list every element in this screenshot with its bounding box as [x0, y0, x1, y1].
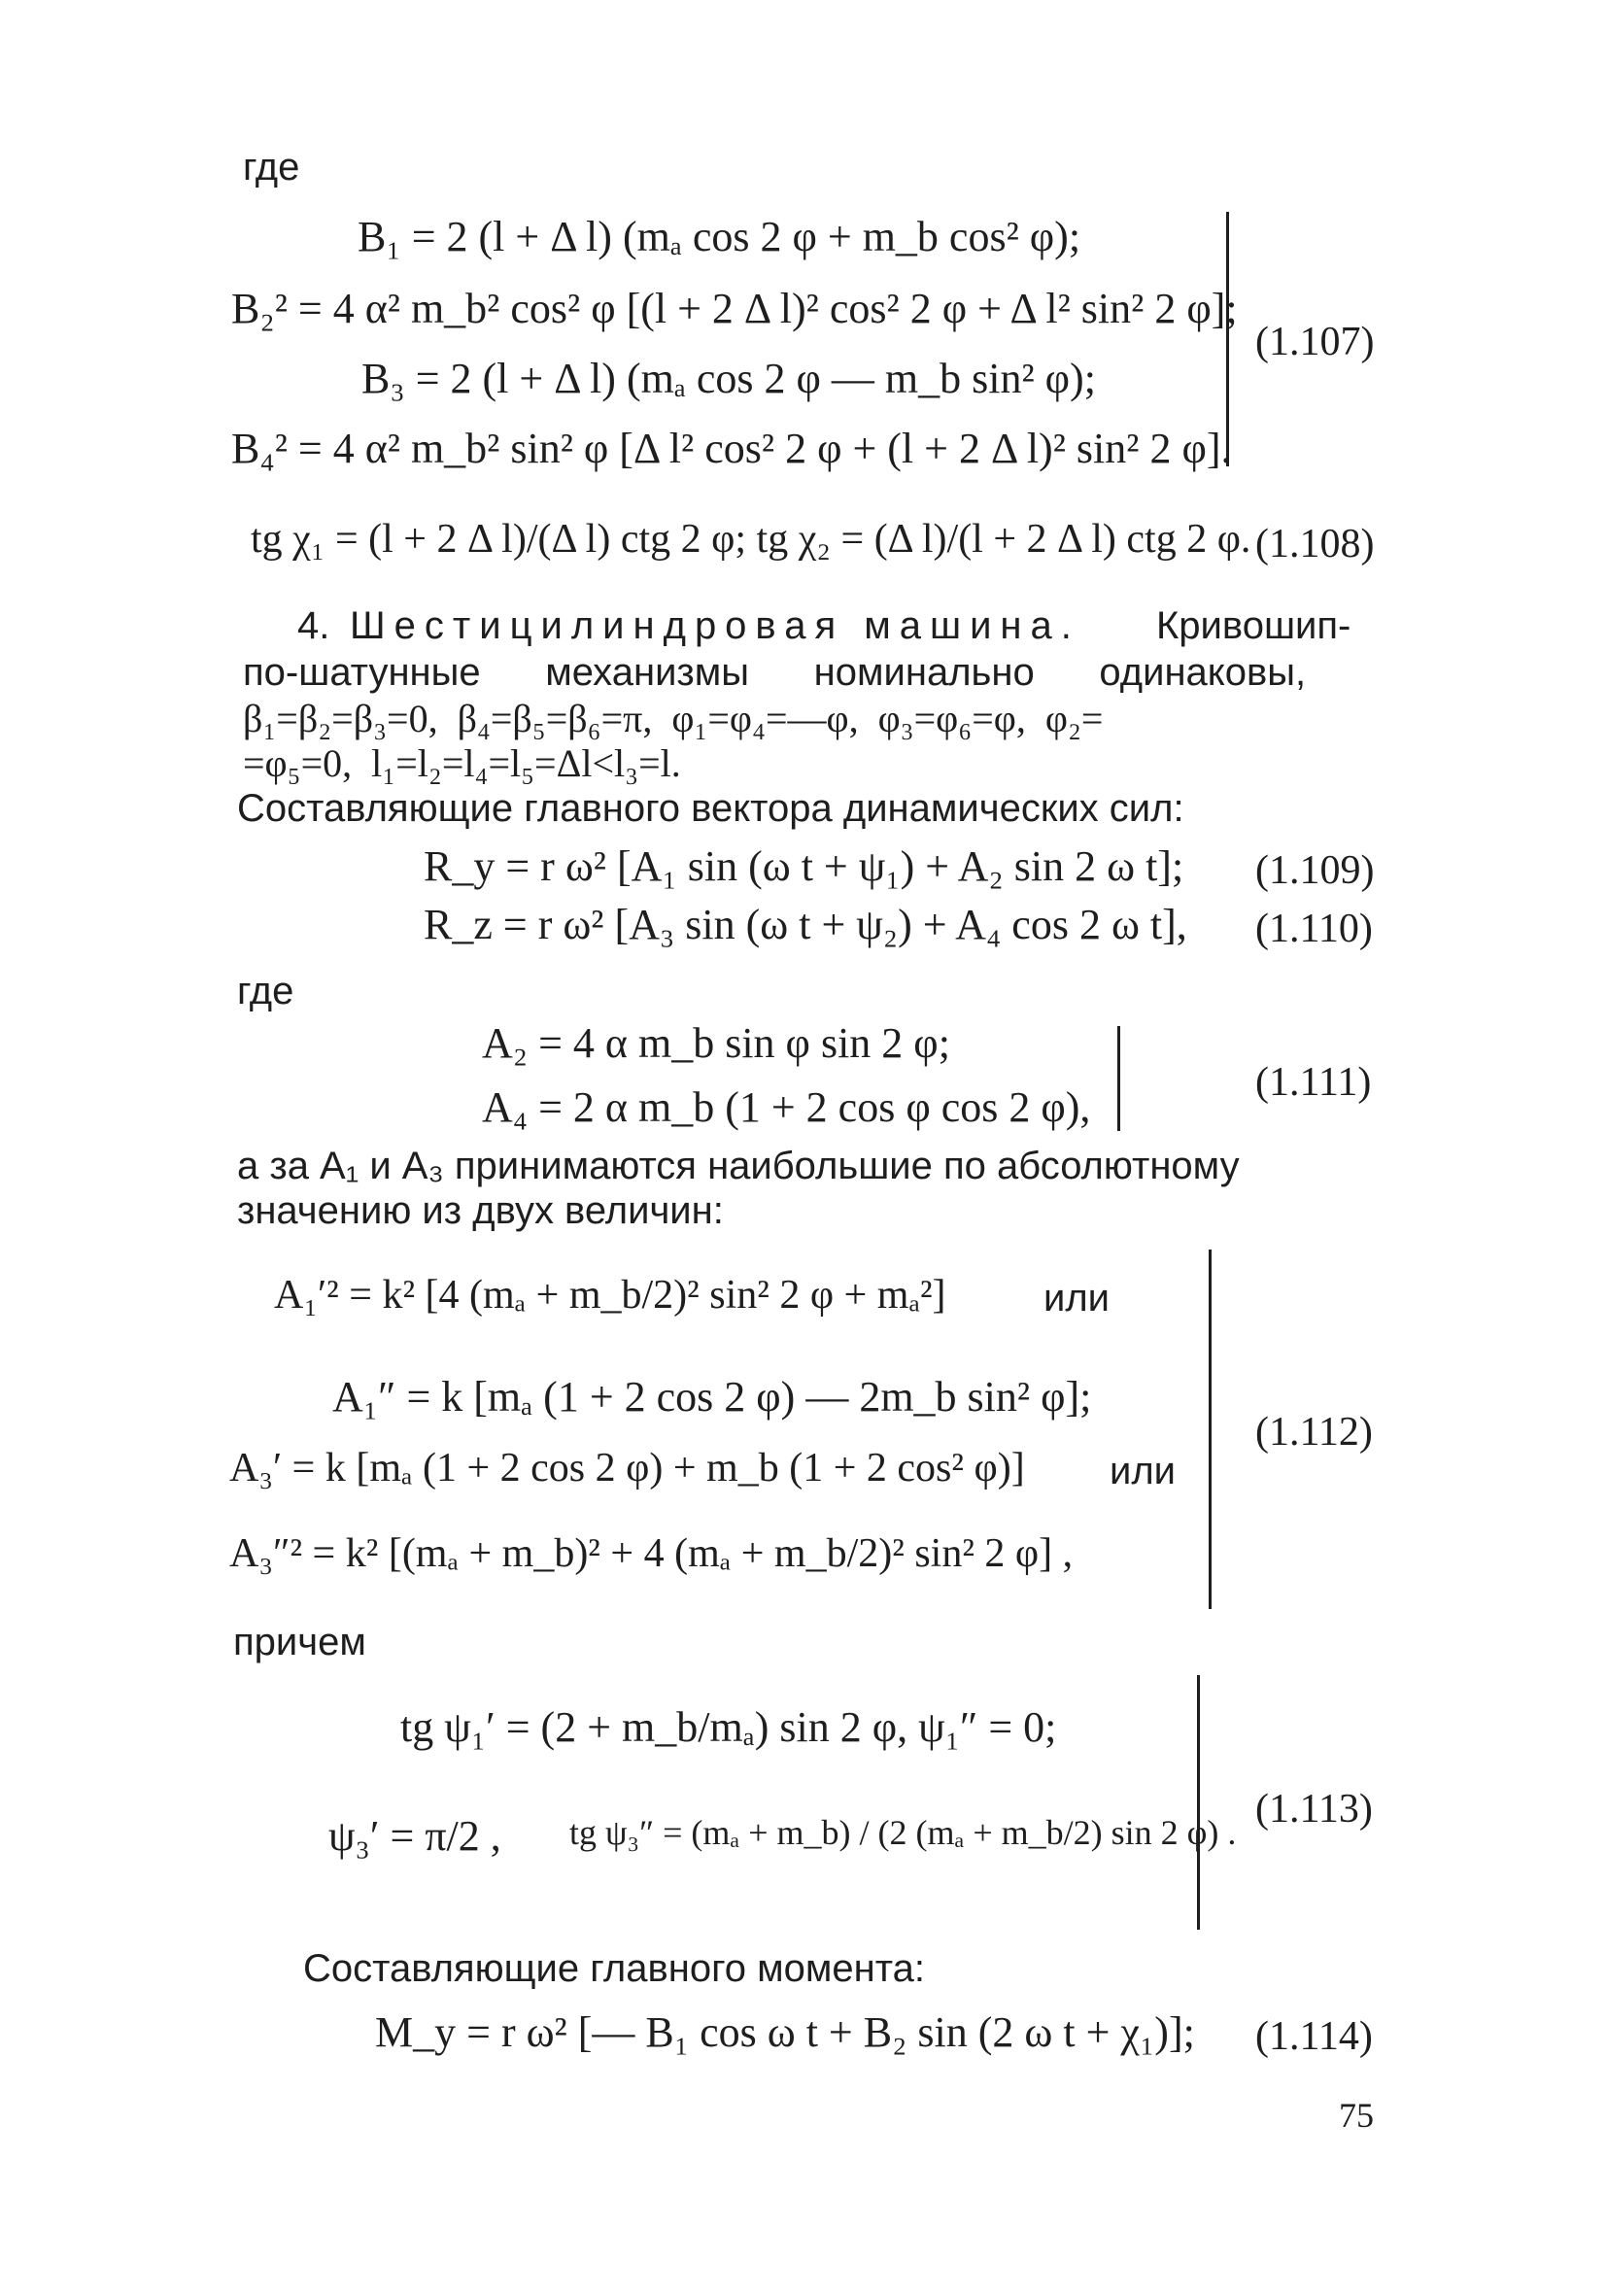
- page-number: 75: [1339, 2096, 1374, 2135]
- equation-1.111-line-2: A₄ = 2 α m_b (1 + 2 cos φ cos 2 φ),: [482, 1083, 1091, 1131]
- equation-number-1.107: (1.107): [1255, 320, 1375, 364]
- main-vector-intro: Составляющие главного вектора динамических сил:: [237, 787, 1184, 830]
- equation-1.112-line-2: A₁″ = k [mₐ (1 + 2 cos 2 φ) — 2m_b sin² φ];: [332, 1373, 1092, 1421]
- equation-1.112-line-3: A₃′ = k [mₐ (1 + 2 cos 2 φ) + m_b (1 + 2 cos² φ)]: [229, 1446, 1025, 1491]
- equation-1.112-line-1: A₁′² = k² [4 (mₐ + m_b/2)² sin² 2 φ + mₐ²]: [274, 1273, 946, 1318]
- equation-1.110: R_z = r ω² [A₃ sin (ω t + ψ₂) + A₄ cos 2 ω t],: [424, 901, 1187, 948]
- word-gde: где: [243, 146, 300, 188]
- word-gde-2: где: [237, 970, 294, 1012]
- equation-1.112-line-4: A₃″² = k² [(mₐ + m_b)² + 4 (mₐ + m_b/2)² sin² 2 φ] ,: [229, 1531, 1074, 1576]
- equation-1.111-brace: [1117, 1026, 1120, 1131]
- equation-1.108: tg χ₁ = (l + 2 Δ l)/(Δ l) ctg 2 φ; tg χ₂ = (Δ l)/(l + 2 Δ l) ctg 2 φ.: [251, 517, 1251, 562]
- equation-1.111-line-1: A₂ = 4 α m_b sin φ sin 2 φ;: [482, 1019, 950, 1067]
- section-4-line-4: =φ₅=0, l₁=l₂=l₄=l₅=Δl<l₃=l.: [243, 741, 681, 785]
- section-4-number: 4.: [297, 604, 330, 647]
- equation-1.113-line-1: tg ψ₁′ = (2 + m_b/mₐ) sin 2 φ, ψ₁″ = 0;: [400, 1703, 1057, 1751]
- equation-number-1.109: (1.109): [1255, 848, 1375, 893]
- equation-number-1.108: (1.108): [1255, 522, 1375, 566]
- paragraph-a1-a3-line-1: а за A₁ и A₃ принимаются наибольшие по абсолютному: [237, 1145, 1240, 1187]
- equation-1.113-brace: [1197, 1675, 1200, 1930]
- equation-1.112-line-3-or: или: [1110, 1450, 1177, 1492]
- word-prichem: причем: [233, 1621, 366, 1663]
- equation-1.113-line-2a: ψ₃′ = π/2 ,: [328, 1812, 501, 1860]
- equation-number-1.114: (1.114): [1255, 2014, 1373, 2059]
- equation-1.107-line-1: B₁ = 2 (l + Δ l) (mₐ cos 2 φ + m_b cos² φ);: [358, 213, 1081, 260]
- equation-1.109: R_y = r ω² [A₁ sin (ω t + ψ₁) + A₂ sin 2 ω t];: [424, 842, 1184, 890]
- equation-1.113-line-2b: tg ψ₃″ = (mₐ + m_b) / (2 (mₐ + m_b/2) sin 2 φ) .: [569, 1813, 1237, 1852]
- equation-1.112-line-1-or: или: [1043, 1277, 1111, 1319]
- section-4-line-1-tail: Кривошип-: [1156, 604, 1351, 647]
- equation-1.107-brace: [1226, 212, 1229, 466]
- paragraph-a1-a3-line-2: значению из двух величин:: [237, 1189, 724, 1232]
- equation-number-1.112: (1.112): [1255, 1410, 1373, 1455]
- equation-1.112-brace: [1209, 1250, 1212, 1609]
- equation-1.114: M_y = r ω² [— B₁ cos ω t + B₂ sin (2 ω t + χ₁)];: [375, 2008, 1195, 2056]
- equation-number-1.113: (1.113): [1255, 1787, 1373, 1832]
- main-moment-intro: Составляющие главного момента:: [303, 1947, 925, 1990]
- equation-number-1.110: (1.110): [1255, 907, 1373, 951]
- equation-1.107-line-3: B₃ = 2 (l + Δ l) (mₐ cos 2 φ — m_b sin² φ);: [361, 355, 1096, 402]
- section-4-title: Шестицилиндровая машина.: [350, 604, 1080, 647]
- equation-1.107-line-2: B₂² = 4 α² m_b² cos² φ [(l + 2 Δ l)² cos² 2 φ + Δ l² sin² 2 φ];: [231, 285, 1238, 332]
- equation-1.107-line-4: B₄² = 4 α² m_b² sin² φ [Δ l² cos² 2 φ + (l + 2 Δ l)² sin² 2 φ].: [231, 425, 1232, 472]
- section-4-line-2: по-шатунные механизмы номинально одинаковы,: [243, 651, 1307, 694]
- equation-number-1.111: (1.111): [1255, 1060, 1372, 1105]
- section-4-line-3: β₁=β₂=β₃=0, β₄=β₅=β₆=π, φ₁=φ₄=—φ, φ₃=φ₆=φ, φ₂=: [243, 697, 1104, 740]
